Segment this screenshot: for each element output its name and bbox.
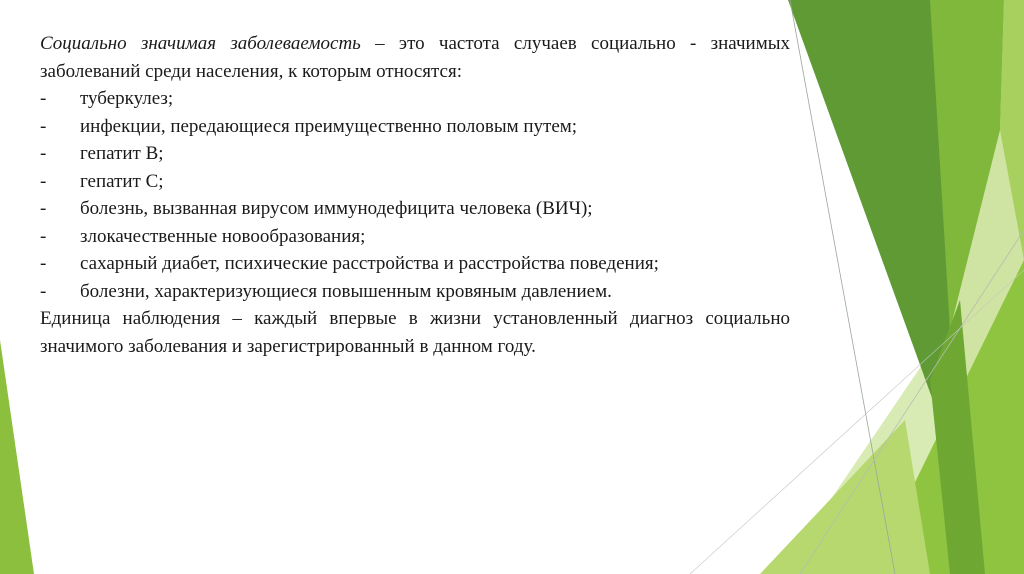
list-item: [40, 250, 790, 278]
list-item: [40, 85, 790, 113]
list-item-text: сахарный диабет, психические расстройства и расстройства поведения;: [80, 253, 659, 274]
list-item: [40, 140, 790, 168]
left-edge-triangle: [0, 340, 34, 574]
bullet-dash: -: [40, 88, 47, 109]
list-item: [40, 278, 790, 306]
list-item-text: болезни, характеризующиеся повышенным кровяным давлением.: [80, 280, 612, 302]
list-item-text: болезнь, вызванная вирусом иммунодефицита человека (ВИЧ);: [80, 198, 593, 219]
bullet-dash: -: [40, 280, 47, 302]
closing-paragraph: Единица наблюдения – каждый впервые в жизни установленный диагноз социально значимого заболевания и зарегистрированный в данном году.: [40, 308, 790, 357]
list-item-text: злокачественные новообразования;: [80, 225, 366, 247]
term-italic: Социально значимая заболеваемость: [40, 33, 361, 54]
bullet-dash: -: [40, 225, 47, 247]
bullet-dash: -: [40, 143, 47, 164]
list-item: [40, 168, 790, 196]
light-green-foot: [760, 420, 930, 574]
slide-text: [40, 30, 790, 360]
list-item-text: инфекции, передающиеся преимущественно половым путем;: [80, 115, 578, 137]
bullet-dash: -: [40, 253, 47, 274]
disease-list: [40, 85, 790, 305]
list-item: [40, 113, 790, 141]
list-item-text: гепатит B;: [80, 143, 164, 164]
intro-paragraph: [40, 30, 790, 85]
bullet-dash: -: [40, 198, 47, 219]
bullet-dash: -: [40, 115, 47, 137]
term-definition: – это частота случаев социально - значимых заболеваний среди населения, к которым относятся:: [40, 33, 790, 82]
dark-green-band: [788, 0, 950, 420]
list-item: [40, 195, 790, 223]
bullet-dash: -: [40, 170, 47, 192]
list-item-text: гепатит C;: [80, 170, 164, 192]
list-item-text: туберкулез;: [80, 88, 174, 109]
list-item: [40, 223, 790, 251]
